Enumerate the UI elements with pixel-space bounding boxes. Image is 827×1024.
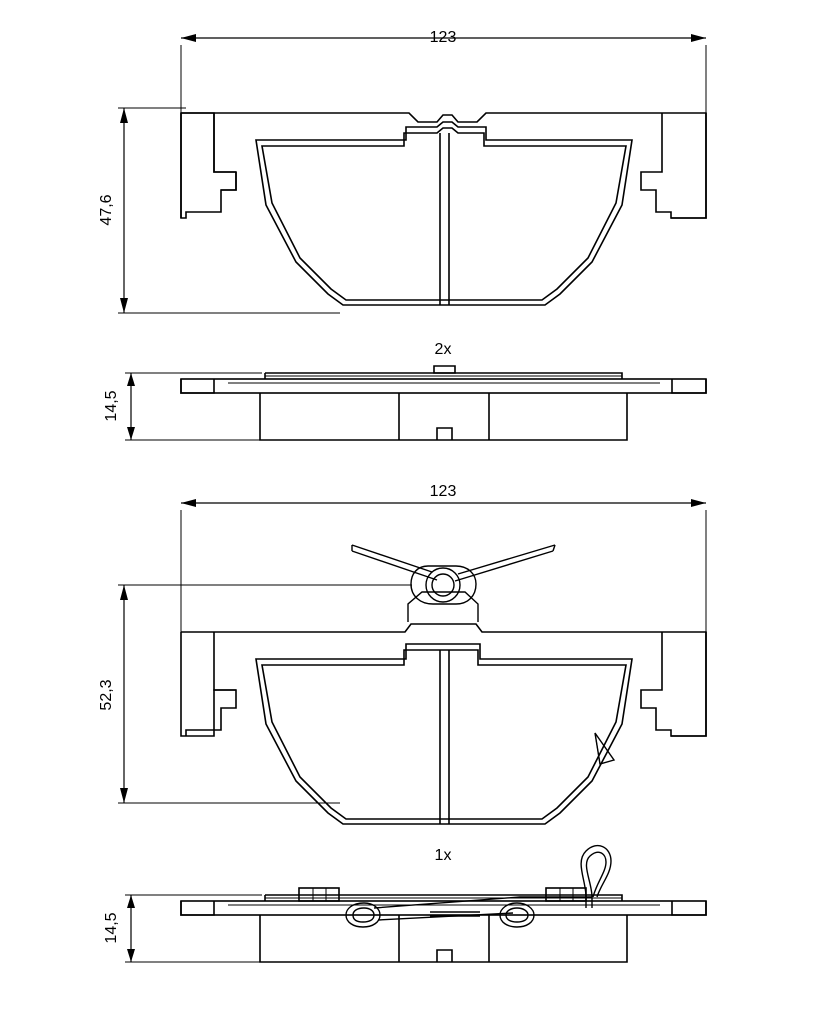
dimension-width-top-label: 123 [429,29,457,46]
dimension-height-top-label: 47,6 [98,194,115,226]
dimension-height-bottom-label: 52,3 [98,679,115,711]
dimension-thickness-bottom-label: 14,5 [103,912,120,944]
quantity-label-top: 2x [434,341,452,358]
dimension-width-bottom-label: 123 [429,483,457,500]
dimension-thickness-top-label: 14,5 [103,390,120,422]
dimension-height-bottom [118,585,412,803]
dimension-width-top [181,34,706,115]
dimension-height-top [118,108,340,313]
quantity-label-bottom: 1x [434,847,452,864]
top-pad-front-view [181,113,706,305]
bottom-pad-front-view [181,545,706,824]
top-pad-side-view [181,366,706,440]
